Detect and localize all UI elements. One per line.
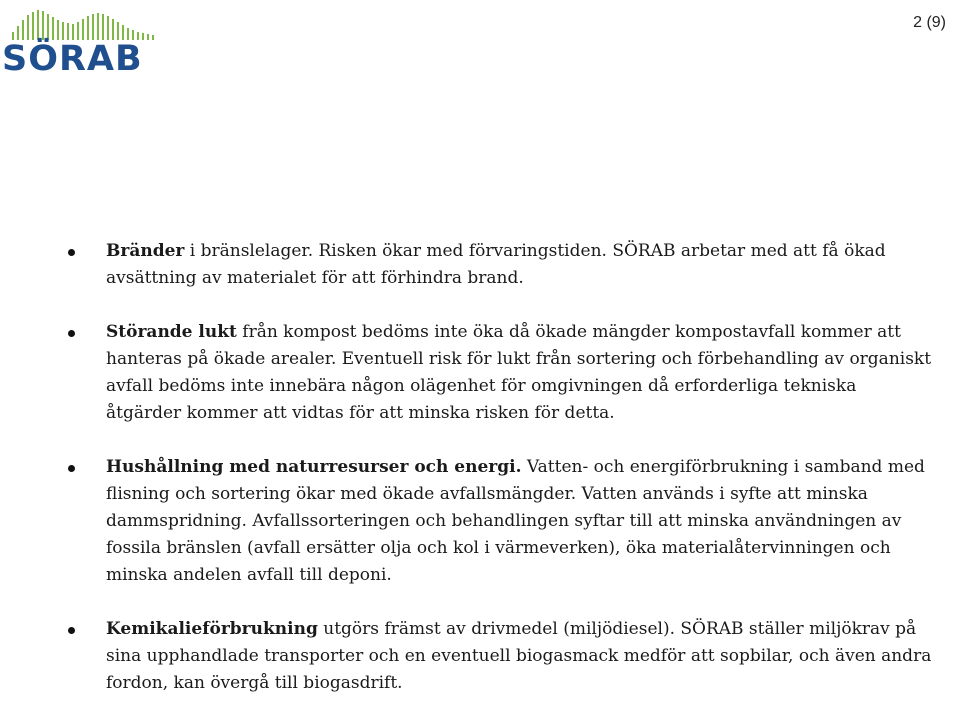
bullet-dot — [68, 249, 75, 256]
page-number: 2 (9) — [913, 14, 946, 31]
item-heading: Störande lukt — [106, 322, 237, 342]
bullet-dot — [68, 465, 75, 472]
item-text: utgörs främst av drivmedel (miljödiesel). SÖRAB ställer miljökrav på sina upphandlade transporter och en eventuell biogasmack medför att sopbilar, och även andra fordon, kan övergå till biogasdrift. — [106, 619, 932, 693]
logo-text: SÖRAB — [2, 39, 143, 74]
sorab-logo — [0, 2, 170, 74]
bullet-dot — [68, 330, 75, 337]
bullet-list — [0, 238, 960, 697]
bullet-dot — [68, 627, 75, 634]
item-text: i bränslelager. Risken ökar med förvaringstiden. SÖRAB arbetar med att få ökad avsättning av materialet för att förhindra brand. — [106, 241, 886, 288]
list-item — [0, 319, 960, 427]
list-item — [0, 616, 960, 697]
list-item — [0, 454, 960, 589]
item-heading: Kemikalieförbrukning — [106, 619, 318, 639]
item-heading: Bränder — [106, 241, 185, 261]
list-item — [0, 238, 960, 292]
logo-graphic — [0, 2, 170, 74]
item-text: Vatten- och energiförbrukning i samband med flisning och sortering ökar med ökade avfallsmängder. Vatten används i syfte att minska dammspridning. Avfallssorteringen och behandlingen syftar till att minska användningen av fossila bränslen (avfall ersätter olja och kol i värmeverken), öka materialåtervinningen och minska andelen avfall till deponi. — [106, 457, 925, 585]
item-text: från kompost bedöms inte öka då ökade mängder kompostavfall kommer att hanteras på ökade arealer. Eventuell risk för lukt från sortering och förbehandling av organiskt avfall bedöms inte innebära någon olägenhet för omgivningen då erforderliga tekniska åtgärder kommer att vidtas för att minska risken för detta. — [106, 322, 932, 423]
item-heading: Hushållning med naturresurser och energi. — [106, 457, 522, 477]
